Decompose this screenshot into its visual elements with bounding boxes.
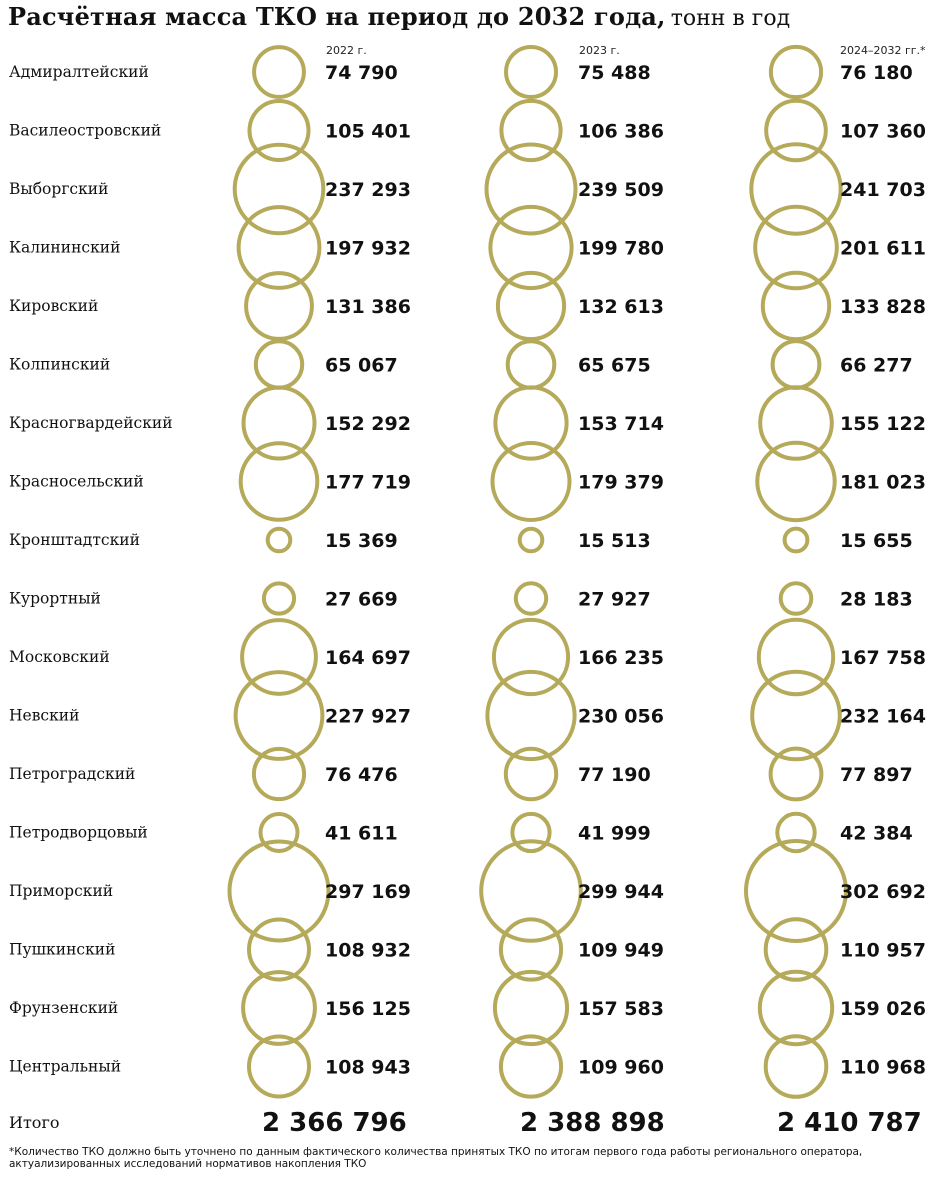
value-label: 302 692 <box>840 881 926 903</box>
bubble-mark <box>506 749 556 799</box>
value-label: 65 675 <box>578 354 651 377</box>
value-label: 76 180 <box>840 62 913 84</box>
value-label: 132 613 <box>578 296 664 318</box>
bubble-mark <box>268 529 291 552</box>
value-label: 230 056 <box>578 705 664 728</box>
value-label: 159 026 <box>840 998 926 1020</box>
value-label: 110 957 <box>840 939 926 962</box>
row-label: Петроградский <box>9 765 136 783</box>
bubble-mark <box>481 841 581 941</box>
value-label: 15 655 <box>840 530 913 552</box>
bubble-mark <box>752 672 840 760</box>
bubble-mark <box>241 443 318 520</box>
value-label: 164 697 <box>325 647 411 669</box>
value-label: 28 183 <box>840 588 913 611</box>
value-label: 177 719 <box>325 471 411 494</box>
value-label: 15 513 <box>578 530 651 552</box>
value-label: 74 790 <box>325 62 398 84</box>
row-label: Красносельский <box>9 472 144 491</box>
value-label: 156 125 <box>325 998 411 1020</box>
value-label: 131 386 <box>325 296 411 318</box>
bubble-mark <box>777 814 814 851</box>
row-label: Петродворцовый <box>9 823 148 842</box>
total-value-2023: 2 388 898 <box>520 1108 665 1138</box>
bubble-mark <box>230 842 329 941</box>
bubble-mark <box>785 529 808 552</box>
bubble-mark <box>759 620 833 694</box>
value-label: 227 927 <box>325 705 411 728</box>
bubble-mark <box>239 207 320 288</box>
bubble-mark <box>771 47 821 97</box>
row-label: Кронштадтский <box>9 531 140 549</box>
bubble-mark <box>493 443 570 520</box>
value-label: 105 401 <box>325 120 411 143</box>
value-label: 181 023 <box>840 471 926 494</box>
bubble-mark <box>495 972 567 1044</box>
row-label: Адмиралтейский <box>9 63 149 81</box>
bubble-mark <box>264 583 294 613</box>
row-label: Колпинский <box>9 355 111 374</box>
footnote: *Количество ТКО должно быть уточнено по данным фактического количества принятых ТКО по итогам первого года работы регионального оператора, актуализированных исследований нормативов накопления ТКО <box>9 1146 863 1170</box>
bubble-mark <box>487 672 574 759</box>
value-label: 66 277 <box>840 354 913 377</box>
value-label: 157 583 <box>578 998 664 1020</box>
row-label: Красногвардейский <box>9 414 173 432</box>
value-label: 75 488 <box>578 62 651 84</box>
value-label: 76 476 <box>325 764 398 786</box>
value-label: 153 714 <box>578 413 664 435</box>
bubble-mark <box>508 341 555 388</box>
value-label: 179 379 <box>578 471 664 494</box>
bubble-mark <box>261 814 298 851</box>
bubble-mark <box>498 273 564 339</box>
value-label: 110 968 <box>840 1056 926 1079</box>
bubble-mark <box>254 749 304 799</box>
total-value-2024-2032: 2 410 787 <box>777 1108 922 1138</box>
bubble-mark <box>773 341 820 388</box>
row-label: Курортный <box>9 589 101 608</box>
bubble-mark <box>495 387 566 458</box>
bubble-mark <box>771 749 822 800</box>
value-label: 65 067 <box>325 354 398 377</box>
bubble-mark <box>746 841 846 941</box>
value-label: 106 386 <box>578 120 664 143</box>
bubble-mark <box>236 672 323 759</box>
bubble-mark <box>757 443 834 520</box>
column-header-2024-2032: 2024–2032 гг.* <box>840 44 926 57</box>
column-header-2022: 2022 г. <box>326 44 367 57</box>
value-label: 297 169 <box>325 881 411 903</box>
value-label: 109 949 <box>578 939 664 962</box>
row-label: Фрунзенский <box>9 999 119 1017</box>
bubble-mark <box>760 972 832 1044</box>
value-label: 108 943 <box>325 1056 411 1079</box>
column-header-2023: 2023 г. <box>579 44 620 57</box>
bubble-mark <box>512 814 549 851</box>
bubble-mark <box>254 47 304 97</box>
bubble-mark <box>244 388 315 459</box>
value-label: 15 369 <box>325 530 398 552</box>
bubble-mark <box>760 387 832 459</box>
row-label: Василеостровский <box>9 121 162 140</box>
value-label: 42 384 <box>840 822 913 845</box>
row-label: Невский <box>9 706 80 725</box>
value-label: 107 360 <box>840 120 926 143</box>
row-label: Московский <box>9 648 110 666</box>
value-label: 241 703 <box>840 179 926 201</box>
value-label: 201 611 <box>840 237 926 260</box>
bubble-mark <box>490 207 571 288</box>
row-label: Кировский <box>9 297 99 315</box>
value-label: 197 932 <box>325 237 411 260</box>
value-label: 152 292 <box>325 413 411 435</box>
value-label: 232 164 <box>840 705 926 728</box>
total-value-2022: 2 366 796 <box>262 1108 407 1138</box>
value-label: 77 897 <box>840 764 913 786</box>
chart-title-main: Расчётная масса ТКО на период до 2032 года, <box>8 2 666 31</box>
value-label: 41 999 <box>578 822 651 845</box>
row-label: Приморский <box>9 882 114 900</box>
bubble-mark <box>520 529 543 552</box>
bubble-mark <box>256 341 302 387</box>
value-label: 109 960 <box>578 1056 664 1079</box>
bubble-mark <box>246 273 312 339</box>
value-label: 237 293 <box>325 179 411 201</box>
value-label: 167 758 <box>840 647 926 669</box>
bubble-mark <box>243 972 315 1044</box>
bubble-mark <box>755 207 837 289</box>
row-label: Выборгский <box>9 180 109 198</box>
value-label: 239 509 <box>578 179 664 201</box>
value-label: 299 944 <box>578 881 664 903</box>
value-label: 27 927 <box>578 588 651 611</box>
total-label: Итого <box>9 1113 60 1132</box>
row-label: Центральный <box>9 1057 122 1076</box>
bubble-mark <box>516 583 546 613</box>
value-label: 77 190 <box>578 764 651 786</box>
value-label: 166 235 <box>578 647 664 669</box>
bubble-mark <box>781 583 812 614</box>
value-label: 133 828 <box>840 296 926 318</box>
value-label: 199 780 <box>578 237 664 260</box>
bubble-mark <box>506 47 556 97</box>
bubble-mark <box>763 273 829 339</box>
value-label: 41 611 <box>325 822 398 845</box>
row-label: Пушкинский <box>9 940 116 959</box>
value-label: 155 122 <box>840 413 926 435</box>
chart-title-unit: тонн в год <box>670 6 791 31</box>
value-label: 108 932 <box>325 939 411 962</box>
value-label: 27 669 <box>325 588 398 611</box>
row-label: Калининский <box>9 238 121 257</box>
